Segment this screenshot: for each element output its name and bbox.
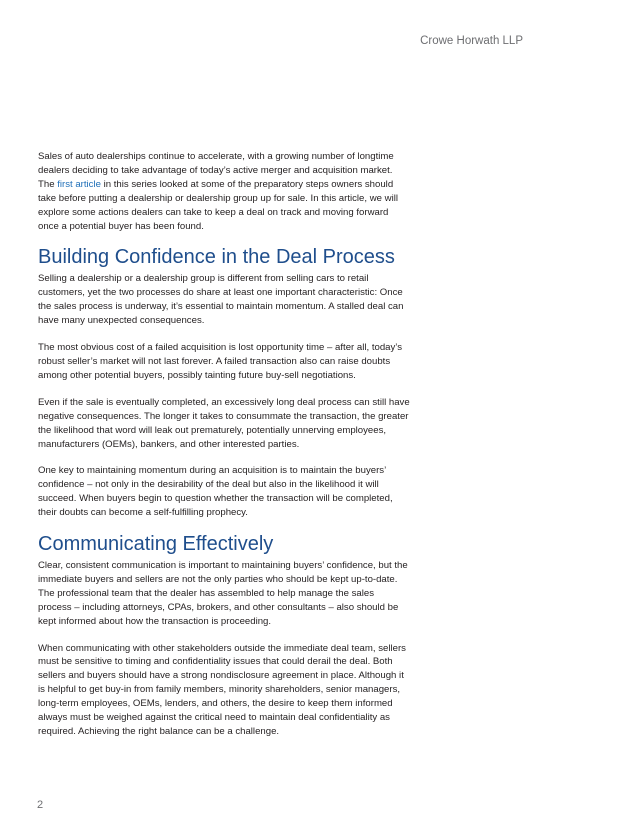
paragraph: Clear, consistent communication is important to maintaining buyers’ confidence, but the immediate buyers and sellers are not the only parties who should be kept up-to-date. The professional team that the dealer has assembled to help manage the sales process – including attorneys, CPAs, brokers, and other consultants – also should be kept informed about how the transaction is proceeding.: [38, 560, 408, 627]
paragraph: The most obvious cost of a failed acquisition is lost opportunity time – after all, today’s robust seller’s market will not last forever. A failed transaction also can raise doubts among other potential buyers, possibly tainting future buy-sell negotiations.: [38, 342, 403, 381]
paragraph: When communicating with other stakeholders outside the immediate deal team, sellers must be sensitive to timing and confidentiality issues that could derail the deal. Both sellers and buyers should have a strong nondisclosure agreement in place. Although it is helpful to get buy-in from family members, minority shareholders, senior managers, long-term employees, OEMs, lenders, and others, the desire to keep them informed always must be weighed against the critical need to maintain deal confidentiality as required. Achieving the right balance can be a challenge.: [38, 642, 406, 737]
intro-text-after-link: in this series looked at some of the preparatory steps owners should take before putting a dealership or dealership group up for sale. In this article, we will explore some actions dealers can take to keep a deal on track and moving forward once a potential buyer has been found.: [38, 178, 398, 232]
paragraph: Even if the sale is eventually completed, an excessively long deal process can still have negative consequences. The longer it takes to consummate the transaction, the greater the likelihood that word will leak out prematurely, potentially unnerving employees, manufacturers (OEMs), bankers, and other interested parties.: [38, 396, 410, 450]
company-name: Crowe Horwath LLP: [420, 35, 523, 47]
paragraph: One key to maintaining momentum during an acquisition is to maintain the buyers’ confidence – not only in the desirability of the deal but also in the likelihood it will succeed. When buyers begin to question whether the transaction will be completed, their doubts can become a self-fulfilling prophecy.: [38, 465, 393, 519]
intro-paragraph: [38, 150, 410, 233]
first-article-link[interactable]: first article: [57, 178, 101, 190]
section-heading-communicating-effectively: Communicating Effectively: [38, 533, 274, 556]
paragraph: Selling a dealership or a dealership group is different from selling cars to retail customers, yet the two processes do share at least one important characteristic: Once the sales process is underway, it’s essential to maintain momentum. A stalled deal can have many unexpected consequences.: [38, 273, 404, 327]
section-heading-building-confidence: Building Confidence in the Deal Process: [38, 246, 395, 269]
article-body: [38, 150, 410, 752]
page-number: 2: [37, 799, 44, 811]
intro-text-before-link: Sales of auto dealerships continue to accelerate, with a growing number of longtime dealers deciding to take advantage of today’s active merger and acquisition market. The: [38, 151, 394, 190]
